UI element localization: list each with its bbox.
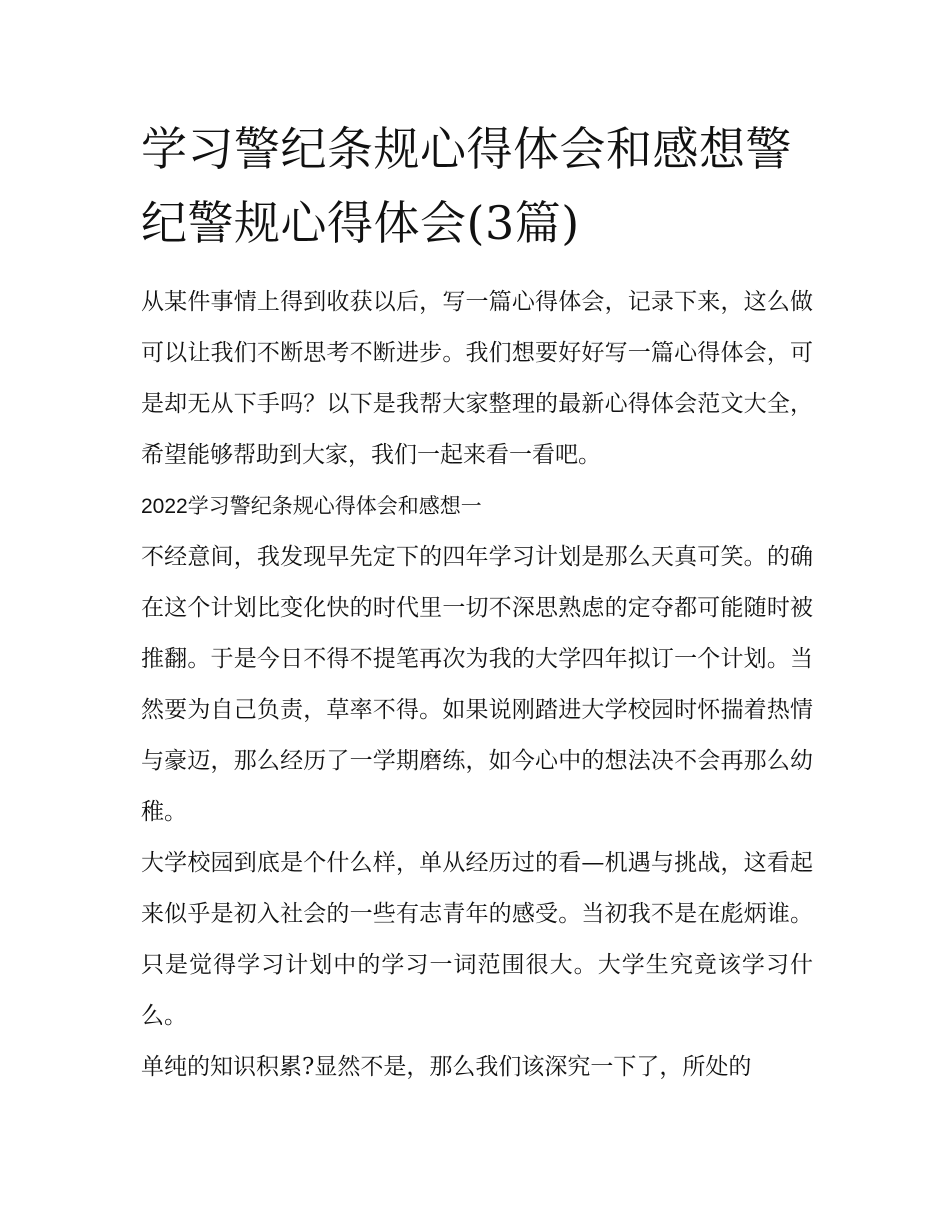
body-paragraph-1: 不经意间，我发现早先定下的四年学习计划是那么天真可笑。的确在这个计划比变化快的时代里一切不深思熟虑的定夺都可能随时被推翻。于是今日不得不提笔再次为我的大学四年拟订一个计划。当然要为自己负责，草率不得。如果说刚踏进大学校园时怀揣着热情与豪迈，那么经历了一学期磨练，如今心中的想法决不会再那么幼稚。	[141, 544, 813, 825]
intro-paragraph: 从某件事情上得到收获以后，写一篇心得体会，记录下来，这么做可以让我们不断思考不断进步。我们想要好好写一篇心得体会，可是却无从下手吗？以下是我帮大家整理的最新心得体会范文大全，希望能够帮助到大家，我们一起来看一看吧。	[141, 289, 813, 468]
body-paragraph-2: 大学校园到底是个什么样，单从经历过的看—机遇与挑战，这看起来似乎是初入社会的一些有志青年的感受。当初我不是在彪炳谁。只是觉得学习计划中的学习一词范围很大。大学生究竟该学习什么。	[141, 850, 813, 1029]
document-body	[141, 112, 813, 1093]
section-heading: 2022学习警纪条规心得体会和感想一	[141, 495, 482, 518]
body-paragraph-3: 单纯的知识积累?显然不是，那么我们该深究一下了，所处的	[141, 1054, 752, 1080]
document-title: 学习警纪条规心得体会和感想警纪警规心得体会(3篇)	[141, 122, 792, 250]
